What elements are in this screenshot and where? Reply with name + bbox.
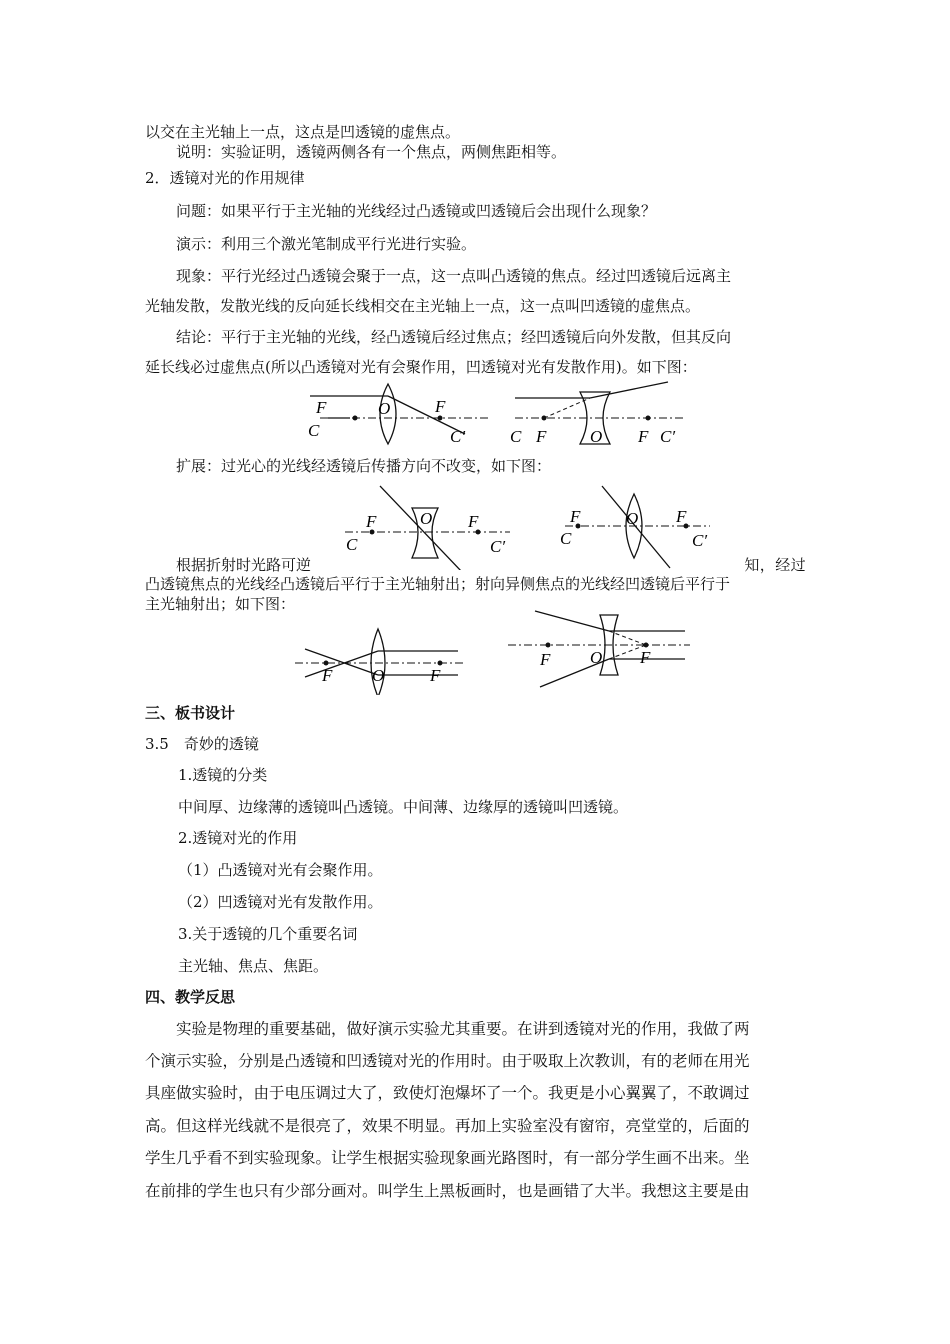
optical-center-label: O <box>378 399 391 418</box>
optical-center-label: O <box>372 666 385 685</box>
concave-lens-diagram <box>510 382 685 446</box>
convex-lens-diagram <box>308 384 490 446</box>
text-line: 1.透镜的分类 <box>178 766 268 784</box>
optical-center-label: O <box>590 648 603 667</box>
axis-end-label: C <box>510 427 522 446</box>
section-heading: 2．透镜对光的作用规律 <box>145 169 305 187</box>
text-line: 个演示实验，分别是凸透镜和凹透镜对光的作用时。由于吸取上次教训，有的老师在用光 <box>145 1052 750 1070</box>
text-line: 在前排的学生也只有少部分画对。叫学生上黑板画时，也是画错了大半。我想这主要是由 <box>145 1182 750 1200</box>
text-line: 实验是物理的重要基础，做好演示实验尤其重要。在讲到透镜对光的作用，我做了两 <box>176 1020 750 1038</box>
text-line: 说明：实验证明，透镜两侧各有一个焦点，两侧焦距相等。 <box>176 143 567 161</box>
concave-focus-diagram <box>508 611 690 687</box>
axis-end-label: C <box>560 529 572 548</box>
focus-label: F <box>366 512 377 531</box>
optical-center-label: O <box>626 509 639 528</box>
text-segment: 知，经过 <box>744 556 806 574</box>
axis-end-label: C′ <box>450 427 466 446</box>
focus-label: F <box>540 650 551 669</box>
focus-label: F <box>638 427 649 446</box>
focus-label: F <box>468 512 479 531</box>
focus-label: F <box>435 397 446 416</box>
text-line: 2.透镜对光的作用 <box>178 829 298 847</box>
text-line: 问题：如果平行于主光轴的光线经过凸透镜或凹透镜后会出现什么现象？ <box>176 202 657 220</box>
optical-center-label: O <box>420 509 433 528</box>
convex-focus-diagram <box>295 629 465 695</box>
text-line: （1）凸透镜对光有会聚作用。 <box>178 861 383 879</box>
axis-end-label: C′ <box>660 427 676 446</box>
focus-label: F <box>430 666 441 685</box>
text-segment: 根据折射时光路可逆 <box>176 556 312 574</box>
text-line: 扩展：过光心的光线经透镜后传播方向不改变，如下图： <box>176 457 552 475</box>
axis-end-label: C′ <box>490 537 506 556</box>
text-line: （2）凹透镜对光有发散作用。 <box>178 893 383 911</box>
section-heading: 四、教学反思 <box>145 988 236 1006</box>
focus-label: F <box>676 507 687 526</box>
focus-label: F <box>570 507 581 526</box>
focus-label: F <box>640 648 651 667</box>
axis-end-label: C <box>346 535 358 554</box>
text-line: 3.关于透镜的几个重要名词 <box>178 925 358 943</box>
text-line: 演示：利用三个激光笔制成平行光进行实验。 <box>176 235 477 253</box>
text-line: 延长线必过虚焦点(所以凸透镜对光有会聚作用，凹透镜对光有发散作用)。如下图： <box>145 358 697 376</box>
text-line <box>176 555 806 575</box>
axis-end-label: C′ <box>692 531 708 550</box>
focus-label: F <box>316 398 327 417</box>
focus-rays-figure <box>290 605 700 695</box>
text-line: 以交在主光轴上一点，这点是凹透镜的虚焦点。 <box>145 123 461 141</box>
optical-center-label: O <box>590 427 603 446</box>
text-line: 结论：平行于主光轴的光线，经凸透镜后经过焦点；经凹透镜后向外发散，但其反向 <box>176 328 732 346</box>
section-heading: 三、板书设计 <box>145 704 236 722</box>
text-line: 中间厚、边缘薄的透镜叫凸透镜。中间薄、边缘厚的透镜叫凹透镜。 <box>178 798 629 816</box>
text-line: 现象：平行光经过凸透镜会聚于一点，这一点叫凸透镜的焦点。经过凹透镜后远离主 <box>176 267 732 285</box>
axis-end-label: C <box>308 421 320 440</box>
text-line: 光轴发散，发散光线的反向延长线相交在主光轴上一点，这一点叫凹透镜的虚焦点。 <box>145 297 701 315</box>
focus-label: F <box>536 427 547 446</box>
text-line: 具座做实验时，由于电压调过大了，致使灯泡爆坏了一个。我更是小心翼翼了，不敢调过 <box>145 1084 750 1102</box>
text-line: 学生几乎看不到实验现象。让学生根据实验现象画光路图时，有一部分学生画不出来。坐 <box>145 1149 750 1167</box>
text-line: 高。但这样光线就不是很亮了，效果不明显。再加上实验室没有窗帘，亮堂堂的，后面的 <box>145 1117 750 1135</box>
parallel-rays-figure <box>300 378 690 448</box>
text-line: 主光轴、焦点、焦距。 <box>178 957 329 975</box>
focus-label: F <box>322 666 333 685</box>
text-line: 凸透镜焦点的光线经凸透镜后平行于主光轴射出；射向异侧焦点的光线经凹透镜后平行于 <box>145 575 731 593</box>
text-line: 主光轴射出；如下图： <box>145 595 296 613</box>
board-title: 3.5 奇妙的透镜 <box>145 735 259 753</box>
